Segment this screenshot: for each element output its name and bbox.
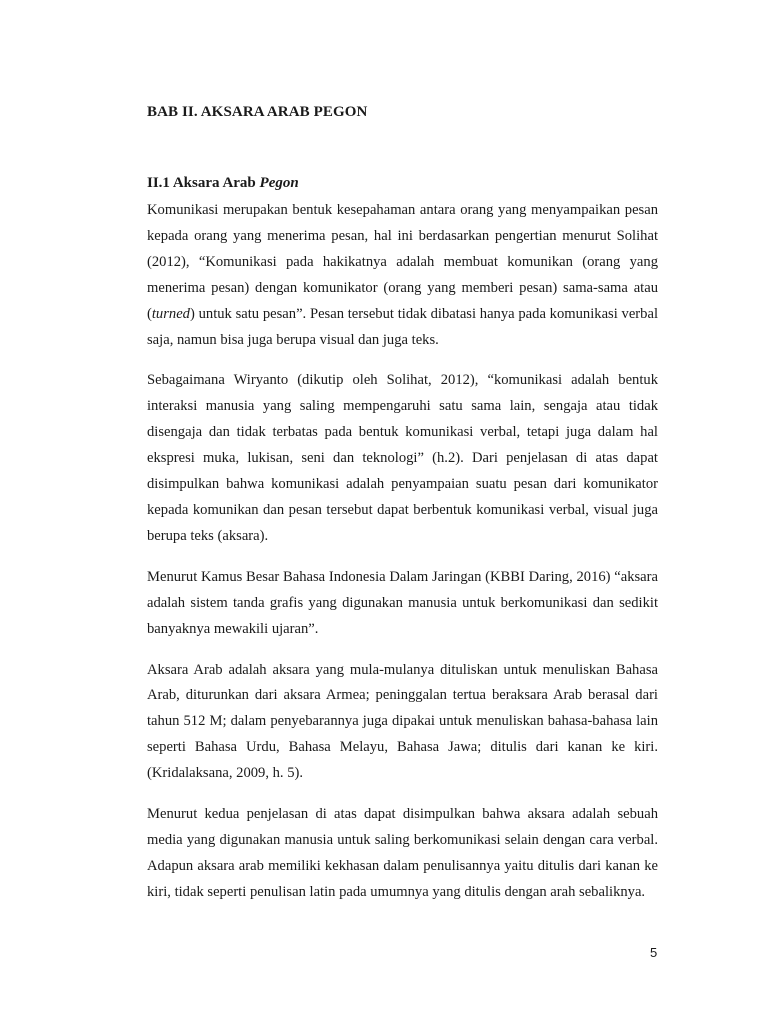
paragraph-4: Aksara Arab adalah aksara yang mula-mulanya dituliskan untuk menuliskan Bahasa Arab, diturunkan dari aksara Armea; peninggalan tertua beraksara Arab berasal dari tahun 512 M; dalam penyebarannya juga dipakai untuk menuliskan bahasa-bahasa lain seperti Bahasa Urdu, Bahasa Melayu, Bahasa Jawa; ditulis dari kanan ke kiri. (Kridalaksana, 2009, h. 5).: [147, 661, 658, 782]
paragraph-1: [147, 198, 658, 353]
paragraph-3: Menurut Kamus Besar Bahasa Indonesia Dalam Jaringan (KBBI Daring, 2016) “aksara adalah sistem tanda grafis yang digunakan manusia untuk berkomunikasi dan sedikit banyaknya mewakili ujaran”.: [147, 568, 658, 637]
section-title: [147, 173, 299, 193]
section-title-italic: Pegon: [259, 175, 299, 191]
paragraph-2: Sebagaimana Wiryanto (dikutip oleh Solihat, 2012), “komunikasi adalah bentuk interaksi manusia yang saling mempengaruhi satu sama lain, sengaja atau tidak disengaja dan tidak terbatas pada bentuk komunikasi verbal, tetapi juga dalam hal ekspresi muka, lukisan, seni dan teknologi” (h.2). Dari penjelasan di atas dapat disimpulkan bahwa komunikasi adalah penyampaian suatu pesan dari komunikator kepada komunikan dan pesan tersebut dapat berbentuk komunikasi verbal, visual juga berupa teks (aksara).: [147, 372, 658, 544]
page-number: 5: [650, 945, 658, 960]
body-text: [147, 198, 658, 921]
paragraph-5: Menurut kedua penjelasan di atas dapat disimpulkan bahwa aksara adalah sebuah media yang digunakan manusia untuk saling berkomunikasi selain dengan cara verbal. Adapun aksara arab memiliki kekhasan dalam penulisannya yaitu ditulis dari kanan ke kiri, tidak seperti penulisan latin pada umumnya yang ditulis dengan arah sebaliknya.: [147, 806, 658, 900]
paragraph-1-part-a: Komunikasi merupakan bentuk kesepahaman antara orang yang menyampaikan pesan kepada orang yang menerima pesan, hal ini berdasarkan pengertian menurut Solihat (2012), “Komunikasi pada hakikatnya adalah membuat komunikan (orang yang menerima pesan) dengan komunikator (orang yang memberi pesan) sama-sama atau (: [147, 202, 658, 322]
paragraph-1-italic-term: turned: [151, 305, 190, 322]
section-number-title: II.1 Aksara Arab: [147, 175, 260, 191]
chapter-title: BAB II. AKSARA ARAB PEGON: [147, 104, 368, 120]
paragraph-1-part-c: ) untuk satu pesan”. Pesan tersebut tidak dibatasi hanya pada komunikasi verbal saja, namun bisa juga berupa visual dan juga teks.: [147, 305, 658, 348]
